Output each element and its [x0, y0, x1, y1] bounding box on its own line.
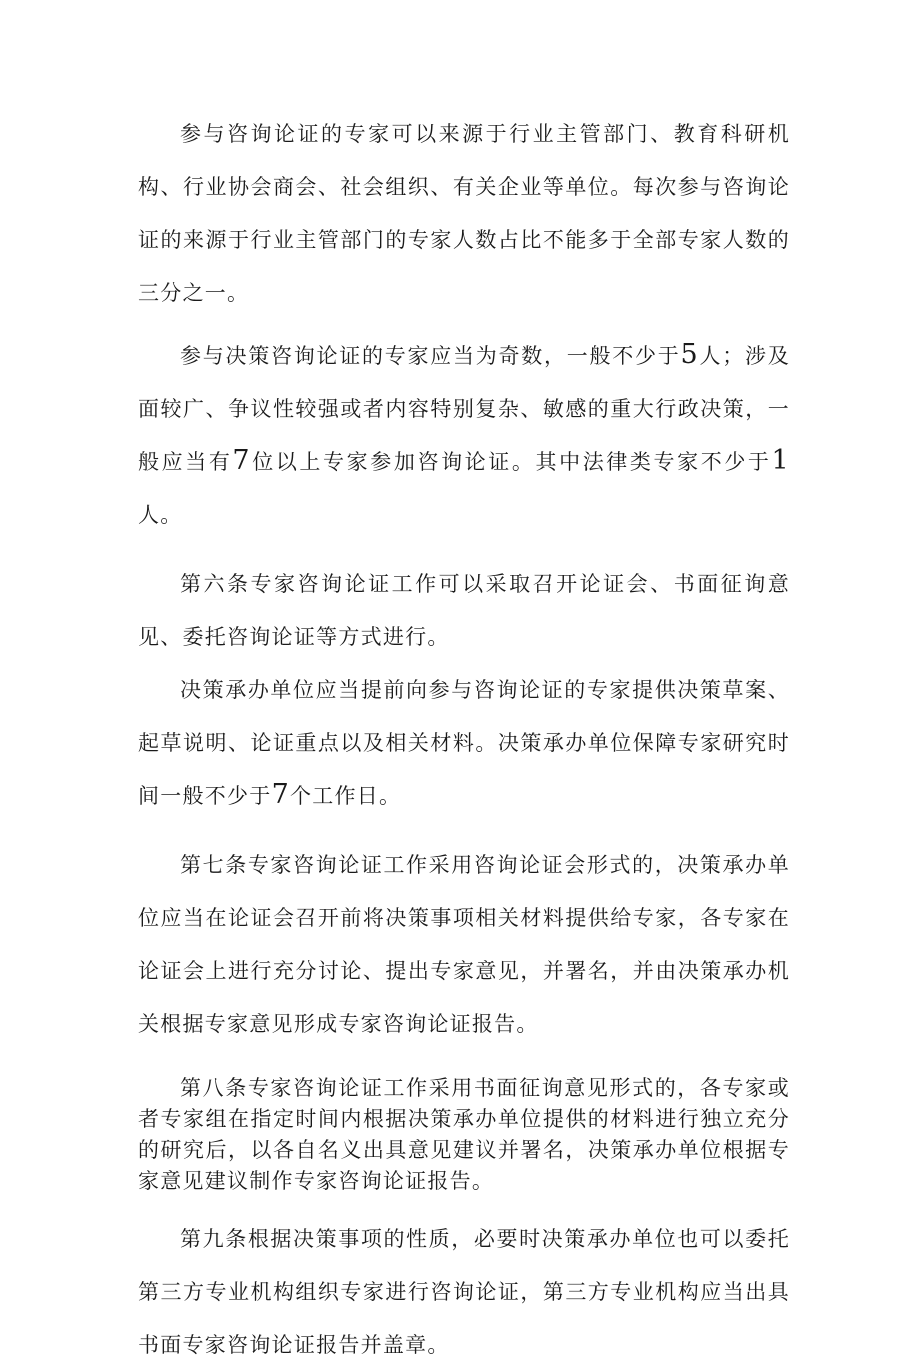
document-body: [138, 108, 790, 1372]
paragraph-article-7: 第七条专家咨询论证工作采用咨询论证会形式的，决策承办单位应当在论证会召开前将决策事项相关材料提供给专家，各专家在论证会上进行充分讨论、提出专家意见，并署名，并由决策承办机关根据专家意见形成专家咨询论证报告。: [138, 853, 790, 1036]
paragraph-article-9: 第九条根据决策事项的性质，必要时决策承办单位也可以委托第三方专业机构组织专家进行咨询论证，第三方专业机构应当出具书面专家咨询论证报告并盖章。: [138, 1227, 790, 1357]
number-min-experts: 5: [680, 339, 699, 370]
paragraph-article-6: 第六条专家咨询论证工作可以采取召开论证会、书面征询意见、委托咨询论证等方式进行。: [138, 572, 790, 649]
paragraph-article-8: 第八条专家咨询论证工作采用书面征询意见形式的，各专家或者专家组在指定时间内根据决策承办单位提供的材料进行独立充分的研究后，以各自名义出具意见建议并署名，决策承办单位根据专家意见建议制作专家咨询论证报告。: [138, 1076, 790, 1193]
number-major-experts: 7: [232, 445, 251, 476]
paragraph-expert-sources: 参与咨询论证的专家可以来源于行业主管部门、教育科研机构、行业协会商会、社会组织、有关企业等单位。每次参与咨询论证的来源于行业主管部门的专家人数占比不能多于全部专家人数的三分之一。: [138, 122, 790, 305]
number-working-days: 7: [271, 779, 291, 810]
text-run: 参与决策咨询论证的专家应当为奇数，一般不少于: [180, 344, 681, 368]
number-legal-experts: 1: [771, 445, 790, 476]
text-run: 位以上专家参加咨询论证。其中法律类专家不少于: [250, 450, 772, 474]
paragraph-materials: [138, 664, 790, 823]
text-run: 人。: [138, 503, 183, 527]
text-run: 个工作日。: [290, 784, 402, 808]
paragraph-expert-count: [138, 330, 790, 542]
text-run: 人；涉及面较广、争议性较强或者内容特别复杂、敏感的重大行政决策，一般应当有: [138, 344, 791, 474]
text-run: 决策承办单位应当提前向参与咨询论证的专家提供决策草案、起草说明、论证重点以及相关材料。决策承办单位保障专家研究时间一般不少于: [138, 678, 790, 808]
